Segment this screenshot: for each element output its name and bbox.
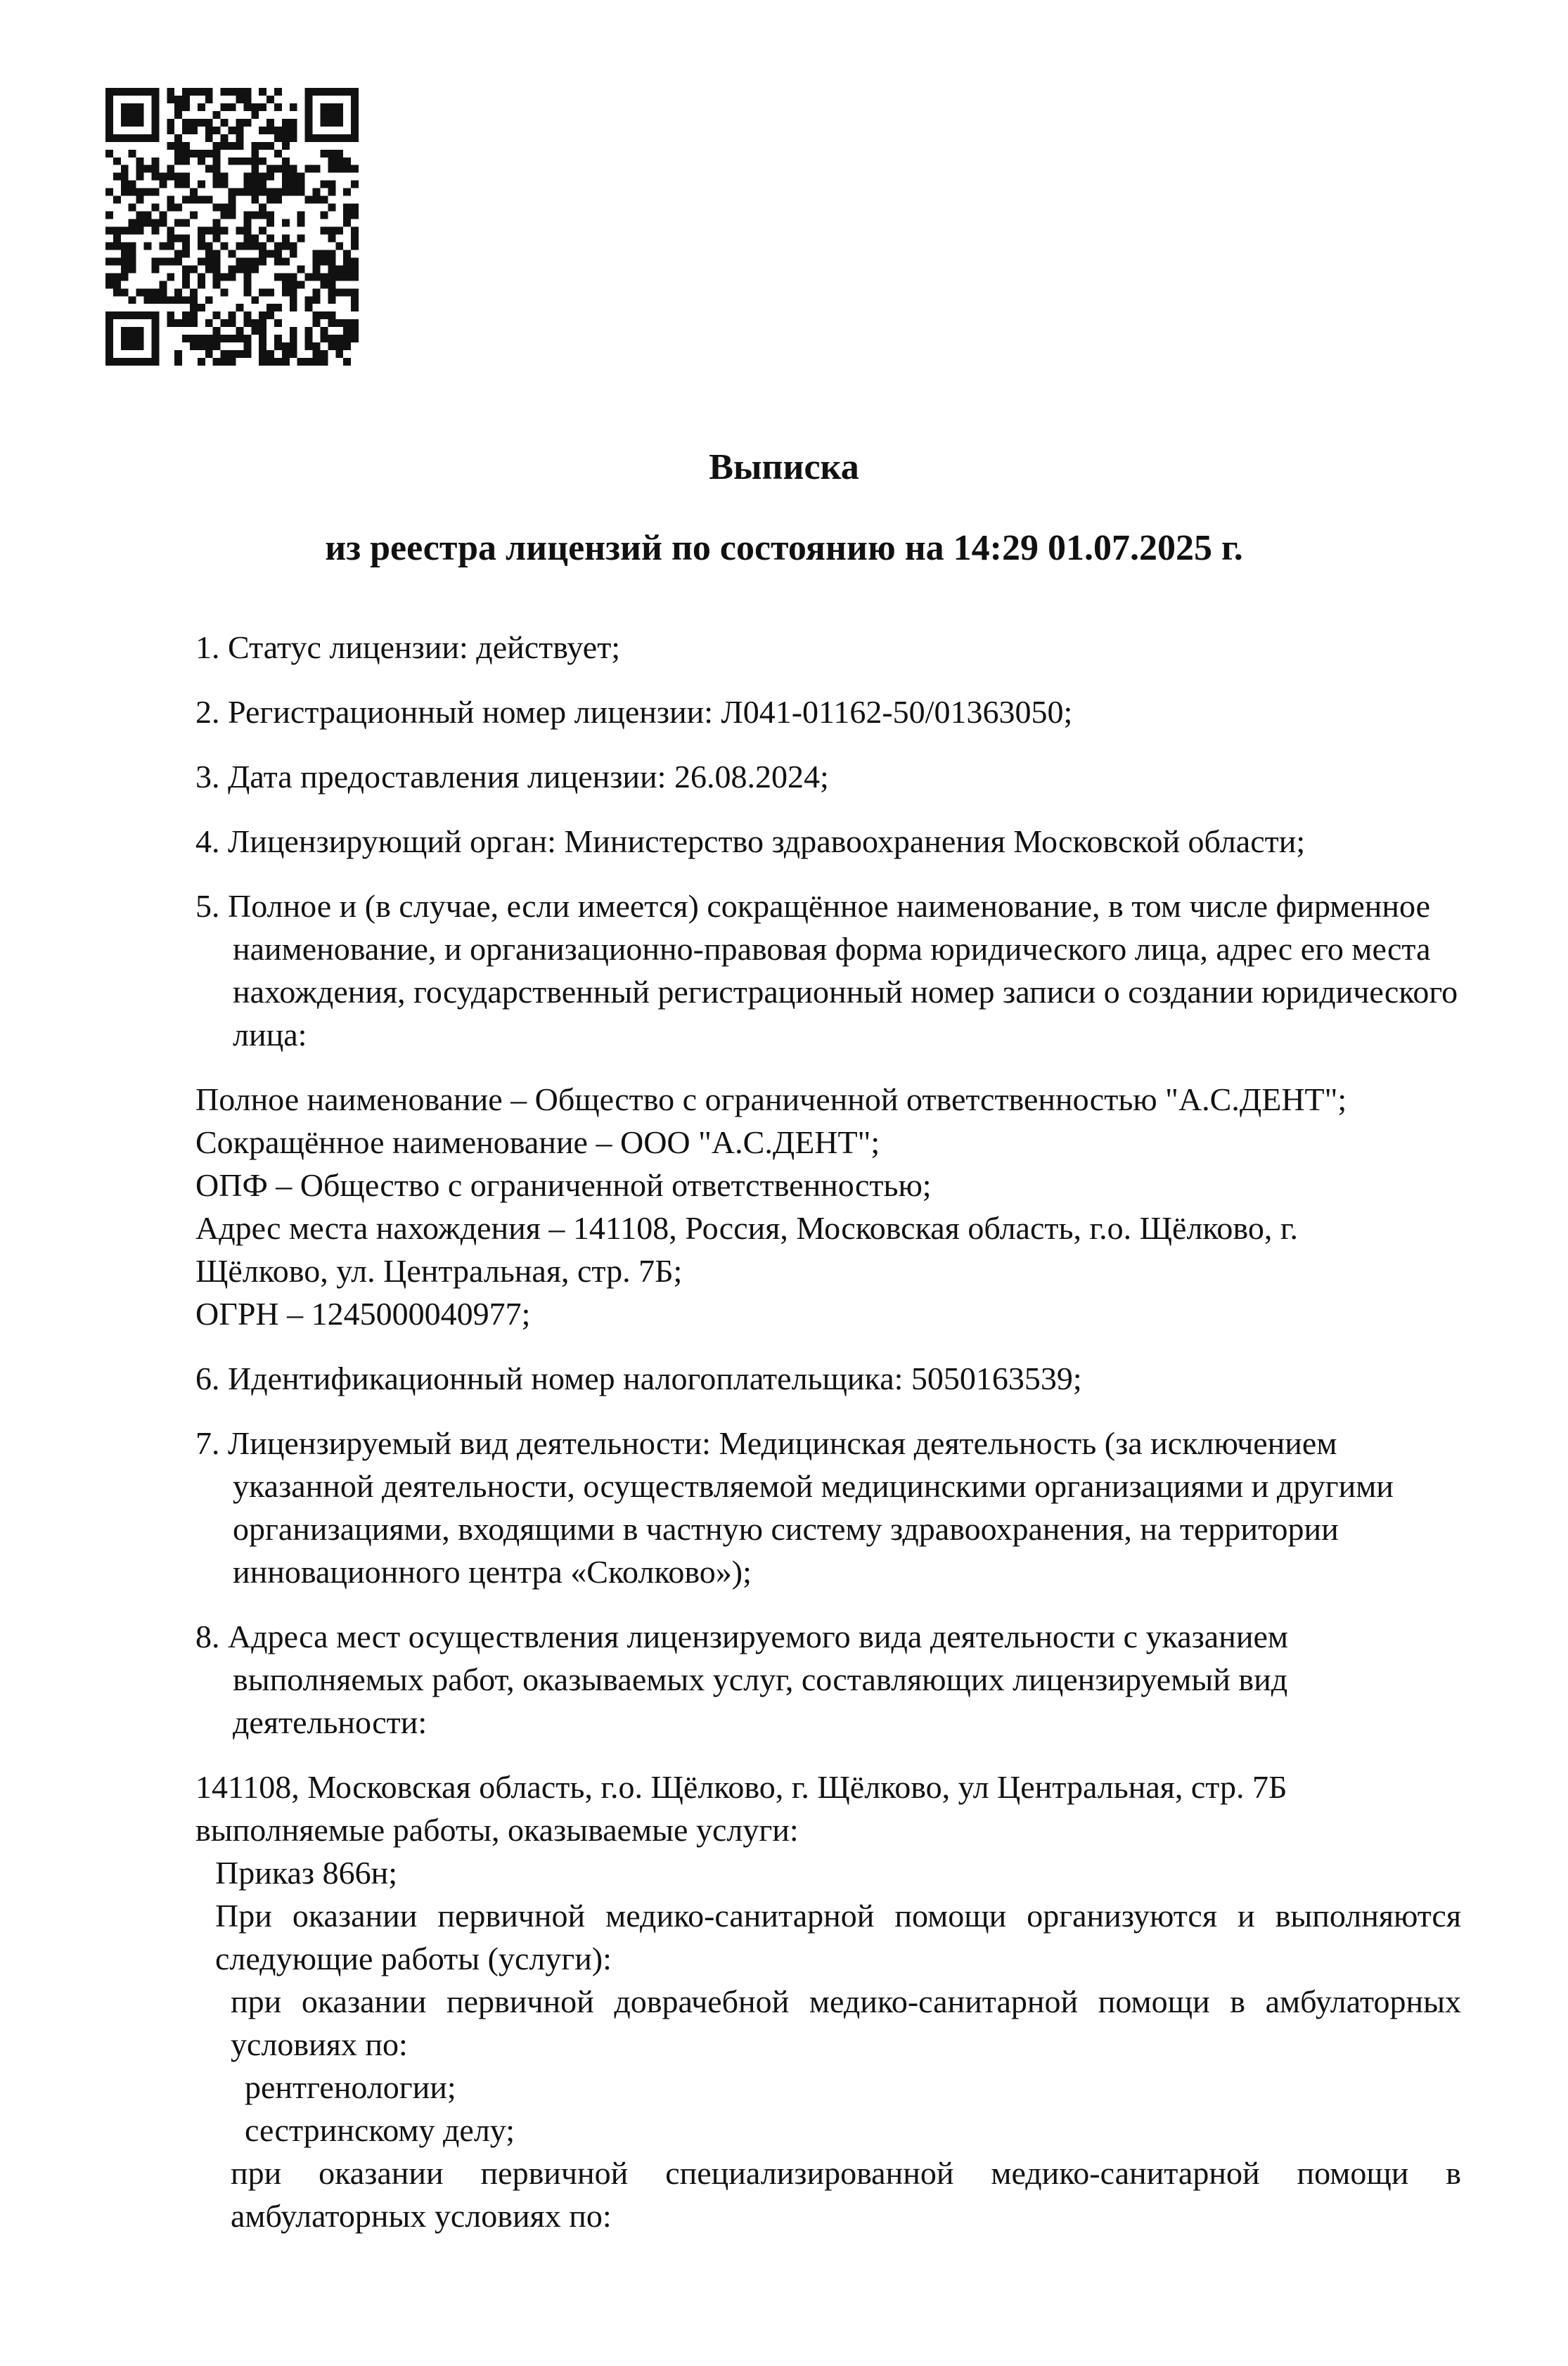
service-radiology: рентгенологии;: [245, 2069, 456, 2105]
entity-ogrn: ОГРН – 1245000040977;: [195, 1296, 531, 1332]
entity-opf: ОПФ – Общество с ограниченной ответственностью;: [195, 1167, 932, 1203]
service-pre-doctor: при оказании первичной доврачебной медико-санитарной помощи в амбулаторных условиях по:: [231, 1984, 1461, 2062]
entity-full-name: Полное наименование – Общество с ограниченной ответственностью "А.С.ДЕНТ";: [195, 1081, 1347, 1117]
list-item-activity: 7. Лицензируемый вид деятельности: Медицинская деятельность (за исключением указанной деятельности, осуществляемой медицинскими организациями и другими организациями, входящими в частную систему здравоохранения, на территории инновационного центра «Сколково»);: [195, 1425, 1394, 1590]
service-nursing: сестринскому делу;: [245, 2112, 515, 2148]
service-primary: При оказании первичной медико-санитарной помощи организуются и выполняются следующие работы (услуги):: [215, 1898, 1461, 1976]
list-item-status: 1. Статус лицензии: действует;: [195, 629, 621, 665]
entity-short-name: Сокращённое наименование – ООО "А.С.ДЕНТ";: [195, 1124, 880, 1160]
service-order: Приказ 866н;: [215, 1855, 397, 1891]
services-list: [195, 1766, 1461, 2237]
entity-address-line1: Адрес места нахождения – 141108, Россия, Московская область, г.о. Щёлково, г.: [195, 1210, 1298, 1246]
page-title: Выписка: [709, 447, 859, 487]
document-body: [195, 626, 1461, 2259]
service-address: 141108, Московская область, г.о. Щёлково, г. Щёлково, ул Центральная, стр. 7Б: [195, 1769, 1287, 1805]
list-item-date: 3. Дата предоставления лицензии: 26.08.2024;: [195, 759, 829, 795]
list-item-authority: 4. Лицензирующий орган: Министерство здравоохранения Московской области;: [195, 823, 1306, 859]
list-item-entity-name: 5. Полное и (в случае, если имеется) сокращённое наименование, в том числе фирменное наименование, и организационно-правовая форма юридического лица, адрес его места нахождения, государственный регистрационный номер записи о создании юридического лица:: [195, 888, 1458, 1053]
qr-code-icon: [105, 88, 359, 366]
service-specialized: при оказании первичной специализированной медико-санитарной помощи в амбулаторных условиях по:: [231, 2155, 1461, 2234]
entity-details: [195, 1078, 1461, 1335]
list-item-inn: 6. Идентификационный номер налогоплательщика: 5050163539;: [195, 1361, 1082, 1396]
list-item-addresses: 8. Адреса мест осуществления лицензируемого вида деятельности с указанием выполняемых работ, оказываемых услуг, составляющих лицензируемый вид деятельности:: [195, 1619, 1288, 1740]
entity-address-line2: Щёлково, ул. Центральная, стр. 7Б;: [195, 1253, 683, 1289]
list-item-reg-number: 2. Регистрационный номер лицензии: Л041-01162-50/01363050;: [195, 694, 1073, 730]
service-works-label: выполняемые работы, оказываемые услуги:: [195, 1812, 799, 1848]
page-subtitle: из реестра лицензий по состоянию на 14:29 01.07.2025 г.: [325, 528, 1243, 568]
